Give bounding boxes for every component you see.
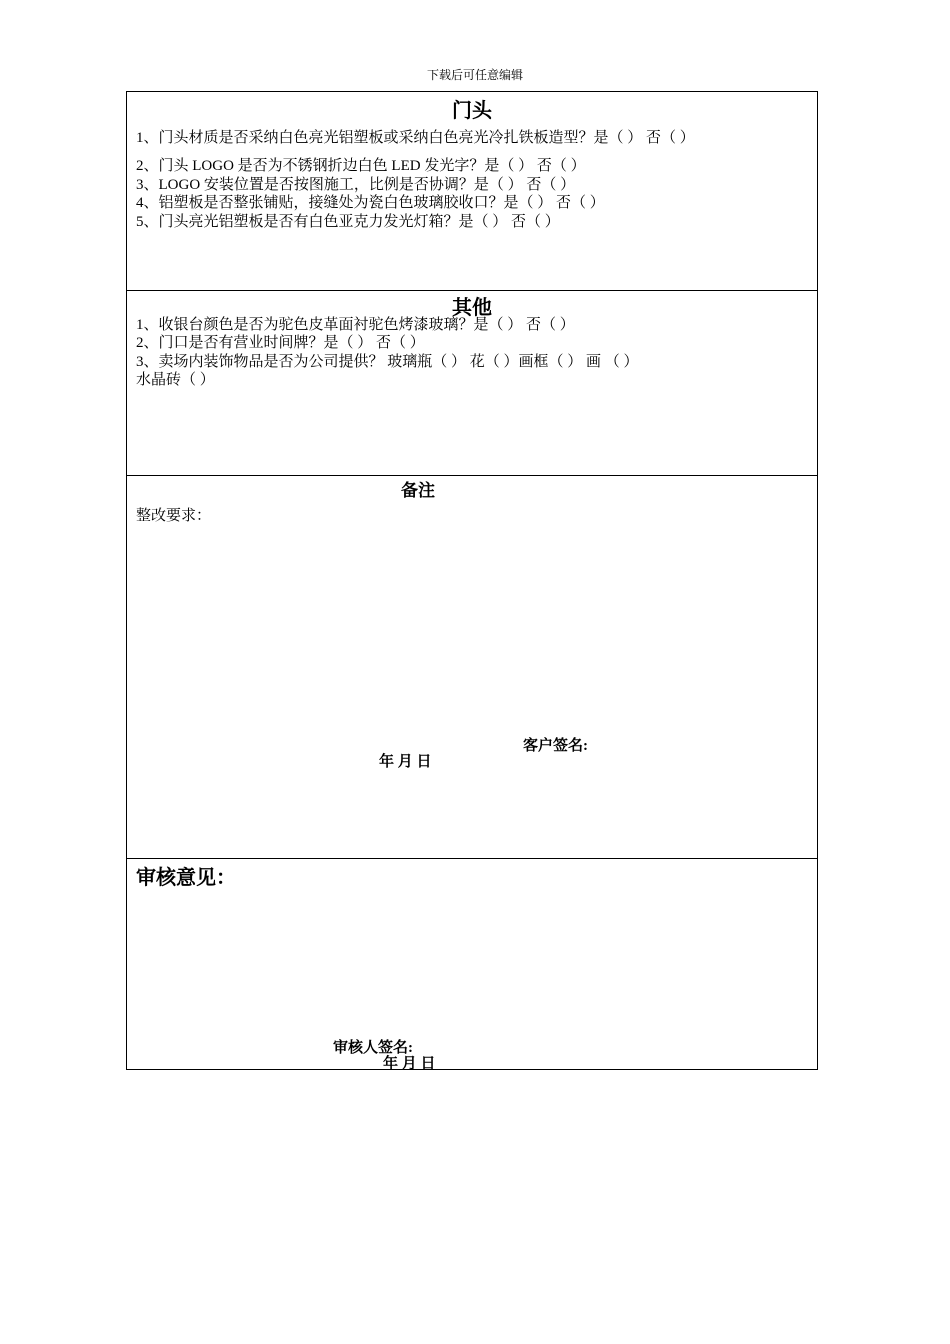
review-section bbox=[127, 859, 817, 1070]
rectification-requirement-label: 整改要求： bbox=[136, 508, 212, 524]
header-note: 下载后可任意编辑 bbox=[426, 68, 523, 82]
other-item-3: 3、卖场内装饰物品是否为公司提供？ 玻璃瓶（ ） 花（ ）画框（ ） 画 （ ） bbox=[136, 354, 639, 370]
door-item-3: 3、LOGO 安装位置是否按图施工，比例是否协调？是（ ） 否（ ） bbox=[136, 177, 576, 193]
reviewer-signature-label: 审核人签名: bbox=[333, 1040, 413, 1056]
customer-signature-label: 客户签名: bbox=[523, 738, 588, 754]
other-section-title: 其他 bbox=[452, 297, 492, 319]
inspection-form bbox=[126, 91, 818, 1070]
customer-signature-date: 年 月 日 bbox=[379, 754, 432, 770]
remarks-section-title: 备注 bbox=[401, 481, 435, 500]
other-item-2: 2、门口是否有营业时间牌？是（ ） 否（ ） bbox=[136, 335, 425, 351]
door-item-4: 4、铝塑板是否整张铺贴，接缝处为瓷白色玻璃胶收口？是（ ） 否（ ） bbox=[136, 195, 605, 211]
door-section bbox=[127, 92, 817, 291]
door-item-2: 2、门头 LOGO 是否为不锈钢折边白色 LED 发光字？是（ ） 否（ ） bbox=[136, 158, 586, 174]
other-item-4: 水晶砖（ ） bbox=[136, 372, 215, 388]
other-item-1: 1、收银台颜色是否为驼色皮革面衬驼色烤漆玻璃？是（ ） 否（ ） bbox=[136, 317, 575, 333]
other-section bbox=[127, 291, 817, 476]
door-section-title: 门头 bbox=[452, 100, 492, 122]
door-item-5: 5、门头亮光铝塑板是否有白色亚克力发光灯箱？是（ ） 否（ ） bbox=[136, 214, 560, 230]
remarks-section bbox=[127, 476, 817, 859]
reviewer-signature-date: 年 月 日 bbox=[383, 1056, 436, 1072]
door-item-1: 1、门头材质是否采纳白色亮光铝塑板或采纳白色亮光冷扎铁板造型？是（ ） 否（ ） bbox=[136, 130, 695, 146]
review-section-title: 审核意见： bbox=[136, 867, 236, 889]
